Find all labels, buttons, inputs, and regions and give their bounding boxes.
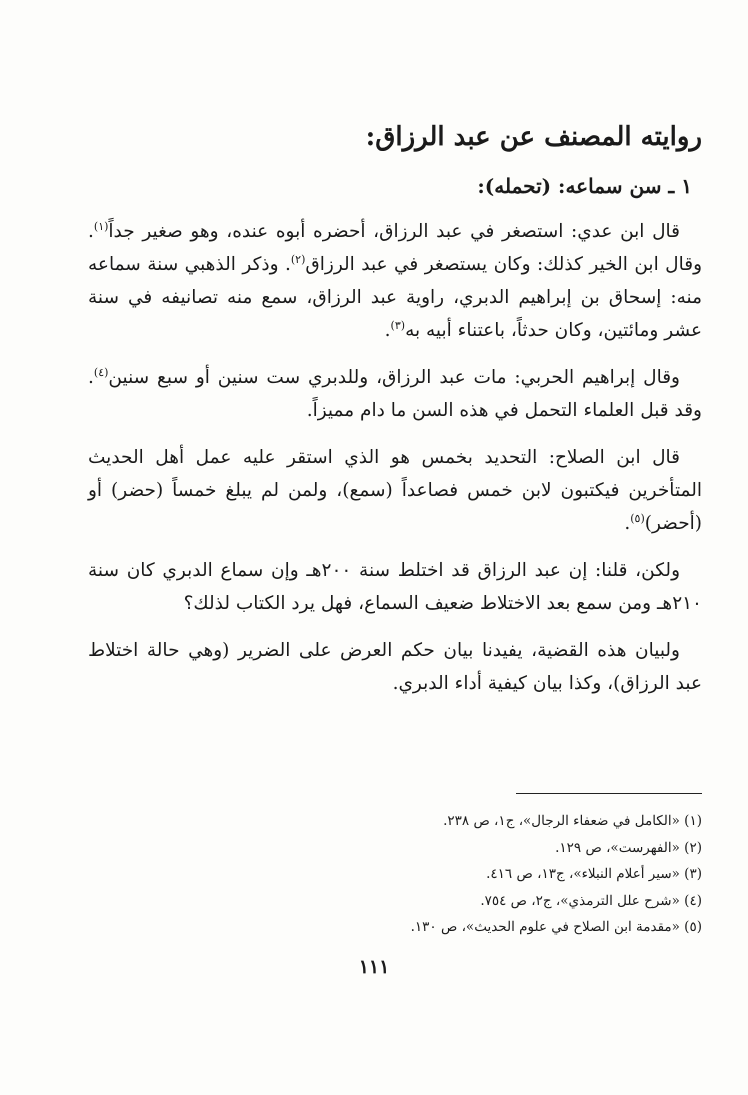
footnotes-list	[142, 808, 702, 941]
footnote-item: (١) «الكامل في ضعفاء الرجال»، ج١، ص ٢٣٨.	[443, 813, 702, 829]
footnote-item: (٣) «سير أعلام النبلاء»، ج١٣، ص ٤١٦.	[486, 866, 702, 882]
page-number: ١١١	[358, 956, 390, 978]
section-heading: روايته المصنف عن عبد الرزاق:	[365, 122, 702, 152]
footnote-ref-5: (٥)	[630, 511, 645, 525]
paragraph-ikhtilat: ولكن، قلنا: إن عبد الرزاق قد اختلط سنة ٢٠٠هـ وإن سماع الدبري كان سنة ٢١٠هـ ومن سمع بعد الاختلاط ضعيف السماع، فهل يرد الكتاب لذلك؟	[88, 560, 702, 614]
paragraph-ibn-adi	[88, 215, 702, 347]
footnote-divider	[516, 793, 702, 794]
footnote-ref-2: (٢)	[290, 252, 306, 266]
footnote-item: (٢) «الفهرست»، ص ١٢٩.	[555, 839, 702, 856]
paragraph-text: قال ابن الصلاح: التحديد بخمس هو الذي استقر عليه عمل أهل الحديث المتأخرين فيكتبون لابن خمس فصاعداً (سمع)، ولمن لم يبلغ خمساً (حضر) أو (أحضر)	[88, 447, 702, 534]
paragraph-ibn-salah	[88, 441, 702, 540]
paragraph-harbi	[88, 361, 702, 427]
footnote-ref-3: (٣)	[390, 318, 406, 332]
footnote-item: (٤) «شرح علل الترمذي»، ج٢، ص ٧٥٤.	[480, 892, 702, 909]
footnote-ref-1: (١)	[93, 219, 109, 233]
page-body	[88, 118, 702, 714]
footnote-ref-4: (٤)	[93, 365, 109, 379]
paragraph-text: . وقال ابن الخير كذلك: وكان يستصغر في عبد الرزاق	[88, 221, 702, 275]
paragraph-text: .	[384, 320, 391, 341]
footnote-item: (٥) «مقدمة ابن الصلاح في علوم الحديث»، ص ١٣٠.	[410, 919, 702, 935]
paragraph-text: قال ابن عدي: استصغر في عبد الرزاق، أحضره أبوه عنده، وهو صغير جداً	[108, 221, 680, 242]
paragraph-text: . وقد قبل العلماء التحمل في هذه السن ما دام مميزاً.	[88, 367, 702, 421]
paragraph-bayan: ولبيان هذه القضية، يفيدنا بيان حكم العرض على الضرير (وهي حالة اختلاط عبد الرزاق)، وكذا بيان كيفية أداء الدبري.	[88, 640, 702, 694]
subsection-heading: ١ ـ سن سماعه: (تحمله):	[477, 174, 692, 198]
paragraph-text: وقال إبراهيم الحربي: مات عبد الرزاق، وللدبري ست سنين أو سبع سنين	[108, 367, 680, 388]
paragraph-text: .	[624, 513, 631, 534]
paragraph-text: . وذكر الذهبي سنة سماعه منه: إسحاق بن إبراهيم الدبري، راوية عبد الرزاق، سمع منه تصانيفه في سنة عشر ومائتين، وكان حدثاً، باعتناء أبيه به	[88, 254, 702, 341]
